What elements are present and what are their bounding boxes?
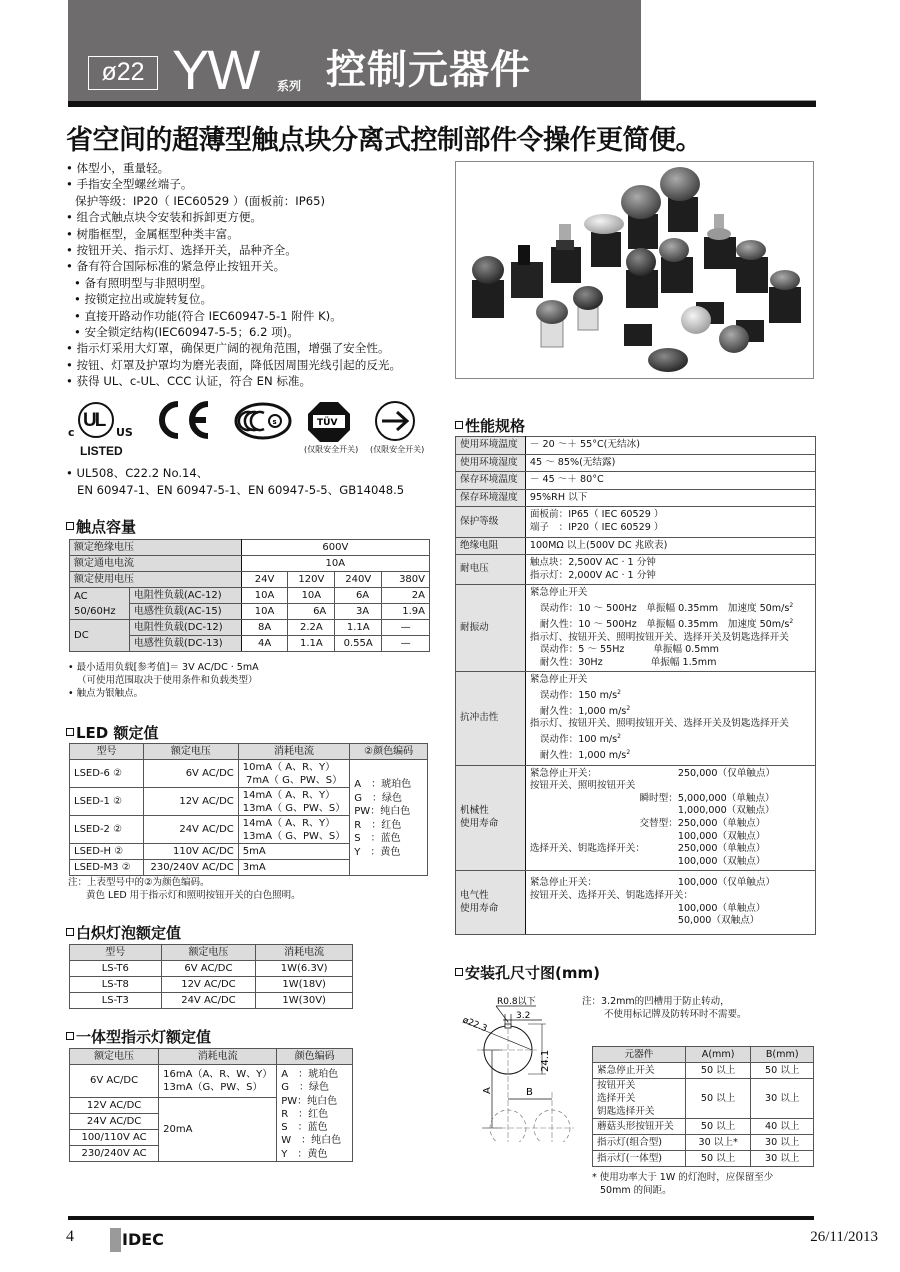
- life-line: 100,000（单触点）: [677, 902, 766, 914]
- header-cell: 型号: [70, 945, 162, 961]
- cell-voltage: 24V AC/DC: [161, 993, 256, 1009]
- section-square-icon: [455, 421, 463, 429]
- cell-label: 额定通电电流: [70, 556, 242, 572]
- header-cell: 额定电压: [161, 945, 256, 961]
- feature-item: • 组合式触点块令安装和拆卸更方便。: [66, 210, 263, 225]
- page-number: 4: [66, 1228, 74, 1245]
- arrow-cert-note: (仅限安全开关): [370, 445, 425, 454]
- cell-b: 40 以上: [751, 1119, 814, 1135]
- svg-text:B: B: [526, 1087, 533, 1098]
- logo-bar-icon: [110, 1228, 121, 1252]
- cell-current: 10mA（ A、R、Y） 7mA（ G、PW、S）: [238, 760, 350, 788]
- cell-model: LSED-H ②: [70, 844, 144, 860]
- life-line: 选择开关、钥匙选择开关： 250,000（单触点）: [529, 843, 766, 855]
- cell-load: 电阻性负载(DC-12): [129, 620, 241, 636]
- cell-voltage: 230/240V AC/DC: [144, 860, 239, 876]
- spec-row-shock: [456, 672, 816, 765]
- spec-row: [456, 537, 816, 555]
- cell-voltage: 120V: [288, 572, 335, 588]
- cell-value: 2A: [382, 588, 430, 604]
- cell-value: 1.1A: [288, 636, 335, 652]
- spec-value: [525, 871, 815, 934]
- spec-value: [525, 765, 815, 871]
- ul-c-label: c: [68, 426, 75, 439]
- cell-component: 指示灯(一体型): [593, 1151, 686, 1167]
- mounting-hole-diagram: [462, 992, 597, 1142]
- header-cell: B(mm): [751, 1047, 814, 1063]
- cell-dc-label: DC: [70, 620, 130, 652]
- performance-table: [455, 436, 816, 935]
- spec-key: 使用环境温度: [456, 437, 526, 455]
- cell-value: —: [382, 620, 430, 636]
- cell-b: 30 以上: [751, 1135, 814, 1151]
- cell-current: 14mA（ A、R、Y） 13mA（ G、PW、S）: [238, 816, 350, 844]
- cell-component: 紧急停止开关: [593, 1063, 686, 1079]
- section-square-icon: [66, 728, 74, 736]
- section-title-contact-rating: 触点容量: [66, 516, 136, 537]
- spec-value: 紧急停止开关 误动作：150 $m/s^2$ 耐久性：1,000 $m/s^2$ 指示灯、按钮开关、照明按钮开关、选择开关及钥匙选择开关 误动作：100 $m/s^2$ 耐久性：1,000 $m/s^2$: [525, 672, 815, 765]
- svg-text:3.2: 3.2: [516, 1011, 531, 1021]
- svg-text:TÜV: TÜV: [317, 418, 338, 428]
- spec-value: 触点块：2,500V AC · 1 分钟 指示灯：2,000V AC · 1 分钟: [525, 555, 815, 585]
- header-cell: 颜色编码: [277, 1049, 353, 1065]
- cell-value: 4A: [241, 636, 288, 652]
- series-label: 系列: [277, 79, 302, 93]
- series-code: YW: [172, 38, 259, 101]
- cell-voltage: 110V AC/DC: [144, 844, 239, 860]
- cell-value: 6A: [288, 604, 335, 620]
- cell-a: 30 以上*: [685, 1135, 751, 1151]
- spec-key: 机械性 使用寿命: [456, 765, 526, 871]
- spec-row: [456, 507, 816, 537]
- page-title: 控制元器件: [326, 47, 531, 93]
- feature-item: • 安全锁定结构(IEC60947-5-5；6.2 项)。: [74, 325, 299, 340]
- tuv-note: (仅限安全开关): [304, 445, 359, 454]
- cell-value: 600V: [241, 540, 429, 556]
- cell-voltage: 12V AC/DC: [144, 788, 239, 816]
- life-line: 按钮开关、选择开关、钥匙选择开关：: [529, 889, 693, 901]
- cell-value: 8A: [241, 620, 288, 636]
- cell-voltage: 230/240V AC: [70, 1146, 159, 1162]
- header-cell: 元器件: [593, 1047, 686, 1063]
- life-line: 紧急停止开关： 250,000（仅单触点）: [529, 767, 776, 779]
- note-line: • 最小适用负载[参考值]＝ 3V AC/DC · 5mA: [68, 662, 259, 673]
- header-cell: 消耗电流: [159, 1049, 277, 1065]
- cell-model: LSED-M3 ②: [70, 860, 144, 876]
- cell-current: 1W(30V): [256, 993, 353, 1009]
- spec-value: 100MΩ 以上(500V DC 兆欧表): [525, 537, 815, 555]
- publish-date: 26/11/2013: [810, 1229, 878, 1245]
- cell-current: 16mA（A、R、W、Y） 13mA（G、PW、S）: [159, 1065, 277, 1098]
- header-cell: 消耗电流: [256, 945, 353, 961]
- ul-listed-logo: [68, 400, 140, 460]
- spec-row: [456, 489, 816, 507]
- spec-row-mechanical-life: [456, 765, 816, 871]
- cell-component: 蘑菇头形按钮开关: [593, 1119, 686, 1135]
- standards-list: [66, 465, 404, 499]
- section-square-icon: [66, 1032, 74, 1040]
- feature-item: • 按钮开关、指示灯、选择开关，品种齐全。: [66, 243, 297, 258]
- cell-value: 1.1A: [335, 620, 382, 636]
- tuv-logo: [304, 400, 359, 454]
- spec-row: [456, 472, 816, 490]
- spec-key: 耐电压: [456, 555, 526, 585]
- integrated-pilot-table: [69, 1048, 353, 1162]
- footer-rule: [68, 1216, 814, 1220]
- cell-b: 30 以上: [751, 1079, 814, 1119]
- header-rule: [68, 101, 816, 107]
- cell-voltage: 12V AC/DC: [70, 1098, 159, 1114]
- cell-component: 按钮开关 选择开关 钥匙选择开关: [593, 1079, 686, 1119]
- mounting-note: [582, 995, 747, 1021]
- header-cell: ②颜色编码: [350, 744, 428, 760]
- spec-key: 保存环境湿度: [456, 489, 526, 507]
- spec-row: [456, 555, 816, 585]
- note-line: 不使用标记牌及防转环时不需要。: [604, 1009, 747, 1020]
- feature-item: • 备有符合国际标准的紧急停止按钮开关。: [66, 259, 286, 274]
- cell-ac-label: AC 50/60Hz: [70, 588, 130, 620]
- svg-text:24.1: 24.1: [540, 1049, 551, 1072]
- cell-label: 额定使用电压: [70, 572, 242, 588]
- cell-model: LS-T3: [70, 993, 162, 1009]
- note-line: 黄色 LED 用于指示灯和照明按钮开关的白色照明。: [86, 890, 301, 901]
- led-rating-notes: [68, 876, 301, 902]
- size-badge: ø22: [88, 56, 158, 90]
- life-line: 100,000（双触点）: [677, 830, 766, 842]
- cell-label: 额定绝缘电压: [70, 540, 242, 556]
- header-cell: 型号: [70, 744, 144, 760]
- cell-a: 50 以上: [685, 1079, 751, 1119]
- cell-model: LSED-1 ②: [70, 788, 144, 816]
- cell-value: 6A: [335, 588, 382, 604]
- ul-listed-label: LISTED: [80, 444, 123, 458]
- cell-voltage: 6V AC/DC: [144, 760, 239, 788]
- cell-current: 20mA: [159, 1098, 277, 1162]
- life-line: 50,000（双触点）: [677, 915, 760, 927]
- cell-voltage: 240V: [335, 572, 382, 588]
- cell-current: 3mA: [238, 860, 350, 876]
- cell-model: LSED-6 ②: [70, 760, 144, 788]
- cell-color-codes: A ：琥珀色 G ：绿色 PW：纯白色 R ：红色 S ：蓝色 W ：纯白色 Y ：黄色: [277, 1065, 353, 1162]
- spec-row-vibration: [456, 585, 816, 672]
- spec-value: － 45 ～＋ 80°C: [525, 472, 815, 490]
- feature-item: • 手指安全型螺丝端子。: [66, 177, 193, 192]
- arrow-cert-logo: [370, 400, 425, 454]
- standards-line: EN 60947-1、EN 60947-5-1、EN 60947-5-5、GB14048.5: [77, 483, 405, 497]
- life-line: 1,000,000（双触点）: [677, 805, 775, 817]
- tagline: 省空间的超薄型触点块分离式控制部件令操作更简便。: [66, 125, 702, 156]
- svg-text:ø22.3: ø22.3: [462, 1015, 489, 1035]
- cell-voltage: 6V AC/DC: [70, 1065, 159, 1098]
- mounting-spacing-table: [592, 1046, 814, 1167]
- cell-voltage: 24V AC/DC: [70, 1114, 159, 1130]
- spec-key: 绝缘电阻: [456, 537, 526, 555]
- life-line: 100,000（双触点）: [677, 855, 766, 867]
- spec-key: 保存环境温度: [456, 472, 526, 490]
- cell-value: 10A: [241, 588, 288, 604]
- spec-key: 耐振动: [456, 585, 526, 672]
- life-line: 紧急停止开关： 100,000（仅单触点）: [529, 877, 776, 889]
- cell-value: 10A: [288, 588, 335, 604]
- spec-value: － 20 ～＋ 55°C(无结冰): [525, 437, 815, 455]
- spec-value: 95%RH 以下: [525, 489, 815, 507]
- cell-a: 50 以上: [685, 1119, 751, 1135]
- standards-line: • UL508、C22.2 No.14、: [66, 466, 209, 480]
- feature-item: • 按钮、灯罩及护罩均为磨光表面，降低因周围光线引起的反光。: [66, 357, 402, 372]
- cell-load: 电阻性负载(AC-12): [129, 588, 241, 604]
- header-cell: 额定电压: [70, 1049, 159, 1065]
- cell-value: 0.55A: [335, 636, 382, 652]
- section-square-icon: [66, 928, 74, 936]
- spec-key: 抗冲击性: [456, 672, 526, 765]
- product-photo-illustration: [456, 162, 814, 379]
- cell-voltage: 6V AC/DC: [161, 961, 256, 977]
- cell-b: 30 以上: [751, 1151, 814, 1167]
- contact-rating-table: [69, 539, 430, 652]
- spec-row-electrical-life: [456, 871, 816, 934]
- mounting-footnote: [592, 1171, 773, 1197]
- cell-value: 1.9A: [382, 604, 430, 620]
- incandescent-rating-table: [69, 944, 353, 1009]
- ul-us-label: US: [116, 426, 133, 439]
- spec-row: [456, 454, 816, 472]
- ce-logo: [156, 400, 216, 443]
- spec-key: 电气性 使用寿命: [456, 871, 526, 934]
- led-rating-table: [69, 743, 428, 876]
- ccc-logo: [234, 402, 292, 443]
- life-line: 交替型： 250,000（单触点）: [639, 817, 766, 829]
- cell-b: 50 以上: [751, 1063, 814, 1079]
- note-line: 注：3.2mm的凹槽用于防止转动，: [582, 996, 730, 1007]
- cell-load: 电感性负载(AC-15): [129, 604, 241, 620]
- cell-current: 14mA（ A、R、Y） 13mA（ G、PW、S）: [238, 788, 350, 816]
- ul-mark: UL: [83, 410, 105, 431]
- feature-item: • 体型小，重量轻。: [66, 161, 170, 175]
- cell-load: 电感性负载(DC-13): [129, 636, 241, 652]
- header-rule-thin: [641, 100, 816, 101]
- cell-voltage: 24V: [241, 572, 288, 588]
- spec-key: 保护等级: [456, 507, 526, 537]
- cell-model: LS-T6: [70, 961, 162, 977]
- product-photo: [455, 161, 814, 379]
- cell-voltage: 380V: [382, 572, 430, 588]
- spec-row: [456, 437, 816, 455]
- header-cell: A(mm): [685, 1047, 751, 1063]
- section-title-performance: 性能规格: [455, 415, 525, 436]
- note-line: （可使用范围取决于使用条件和负载类型）: [77, 675, 258, 686]
- section-title-mounting: 安装孔尺寸图(mm): [455, 962, 600, 983]
- cell-a: 50 以上: [685, 1063, 751, 1079]
- cell-value: 2.2A: [288, 620, 335, 636]
- cell-value: 10A: [241, 604, 288, 620]
- feature-item: • 指示灯采用大灯罩，确保更广阔的视角范围，增强了安全性。: [66, 341, 390, 356]
- cell-color-codes: A ：琥珀色 G ：绿色 PW：纯白色 R ：红色 S ：蓝色 Y ：黄色: [350, 760, 428, 876]
- note-line: 50mm 的间距。: [600, 1185, 672, 1196]
- svg-text:A: A: [482, 1087, 493, 1094]
- header-cell: 额定电压: [144, 744, 239, 760]
- feature-item: • 获得 UL、c-UL、CCC 认证，符合 EN 标准。: [66, 374, 312, 389]
- feature-item: • 树脂框型，金属框型种类丰富。: [66, 226, 239, 241]
- section-square-icon: [66, 522, 74, 530]
- section-title-incandescent-rating: 白炽灯泡额定值: [66, 922, 181, 943]
- cell-current: 1W(6.3V): [256, 961, 353, 977]
- life-line: 按钮开关、照明按钮开关: [529, 780, 636, 792]
- note-line: * 使用功率大于 1W 的灯泡时，应保留至少: [592, 1172, 774, 1183]
- section-title-integrated-pilot: 一体型指示灯额定值: [66, 1026, 211, 1047]
- svg-text:s: s: [272, 418, 277, 426]
- feature-item: • 备有照明型与非照明型。: [74, 275, 213, 290]
- spec-key: 使用环境湿度: [456, 454, 526, 472]
- contact-rating-notes: [68, 661, 259, 700]
- feature-item: • 按锁定拉出或旋转复位。: [74, 292, 213, 307]
- cell-voltage: 12V AC/DC: [161, 977, 256, 993]
- section-square-icon: [455, 968, 463, 976]
- note-line: • 触点为银触点。: [68, 688, 144, 699]
- cell-voltage: 24V AC/DC: [144, 816, 239, 844]
- cell-a: 50 以上: [685, 1151, 751, 1167]
- spec-value: 45 ～ 85%(无结露): [525, 454, 815, 472]
- cell-model: LS-T8: [70, 977, 162, 993]
- cell-model: LSED-2 ②: [70, 816, 144, 844]
- cell-current: 1W(18V): [256, 977, 353, 993]
- spec-value: 面板前：IP65（ IEC 60529 ） 端子 ：IP20（ IEC 60529 ）: [525, 507, 815, 537]
- feature-item: • 直接开路动作功能(符合 IEC60947-5-1 附件 K)。: [74, 308, 342, 323]
- section-title-led-rating: LED 额定值: [66, 722, 158, 743]
- cell-value: —: [382, 636, 430, 652]
- cell-value: 10A: [241, 556, 429, 572]
- certification-logos: [66, 400, 446, 460]
- svg-text:R0.8以下: R0.8以下: [497, 997, 536, 1007]
- cell-component: 指示灯(组合型): [593, 1135, 686, 1151]
- header-cell: 消耗电流: [238, 744, 350, 760]
- spec-value: 紧急停止开关 误动作：10 ～ 500Hz 单振幅 0.35mm 加速度 $50m/s^2$ 耐久性：10 ～ 500Hz 单振幅 0.35mm 加速度 $50m/s^2$ 指示灯、按钮开关、照明按钮开关、选择开关及钥匙选择开关 误动作：5 ～ 55Hz 单振幅 0.5mm 耐久性：30Hz 单振幅 1.5mm: [525, 585, 815, 672]
- logo-text: IDEC: [122, 1230, 164, 1249]
- cell-voltage: 100/110V AC: [70, 1130, 159, 1146]
- cell-value: 3A: [335, 604, 382, 620]
- feature-list: [66, 160, 451, 390]
- cell-current: 5mA: [238, 844, 350, 860]
- life-line: 瞬时型： 5,000,000（单触点）: [639, 792, 775, 804]
- feature-item: 保护等级：IP20（ IEC60529 ）(面板前：IP65): [75, 193, 325, 208]
- note-line: 注：上表型号中的②为颜色编码。: [68, 877, 210, 888]
